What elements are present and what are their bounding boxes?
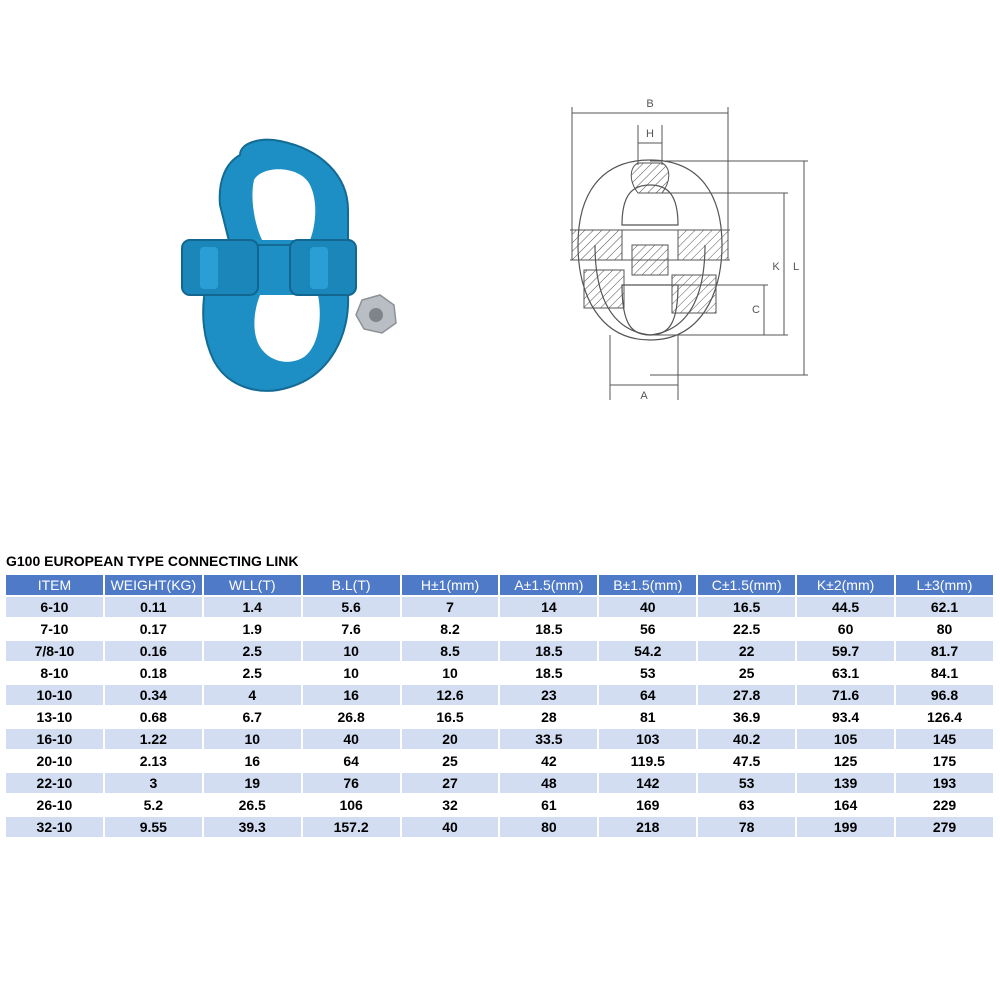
table-cell: 40.2 bbox=[698, 729, 795, 749]
table-header-row bbox=[6, 575, 993, 595]
table-cell: 28 bbox=[500, 707, 597, 727]
table-cell: 26.5 bbox=[204, 795, 301, 815]
table-cell: 5.2 bbox=[105, 795, 202, 815]
table-cell: 6.7 bbox=[204, 707, 301, 727]
table-cell: 93.4 bbox=[797, 707, 894, 727]
table-cell: 63 bbox=[698, 795, 795, 815]
table-cell: 16-10 bbox=[6, 729, 103, 749]
table-cell: 39.3 bbox=[204, 817, 301, 837]
table-cell: 8.5 bbox=[402, 641, 499, 661]
table-cell: 27 bbox=[402, 773, 499, 793]
table-cell: 2.13 bbox=[105, 751, 202, 771]
table-cell: 0.16 bbox=[105, 641, 202, 661]
table-cell: 0.34 bbox=[105, 685, 202, 705]
table-cell: 142 bbox=[599, 773, 696, 793]
table-cell: 27.8 bbox=[698, 685, 795, 705]
table-cell: 145 bbox=[896, 729, 993, 749]
table-cell: 10 bbox=[402, 663, 499, 683]
column-header: K±2(mm) bbox=[797, 575, 894, 595]
column-header: L±3(mm) bbox=[896, 575, 993, 595]
table-row bbox=[6, 817, 993, 837]
table-cell: 16 bbox=[204, 751, 301, 771]
table-row bbox=[6, 663, 993, 683]
table-cell: 60 bbox=[797, 619, 894, 639]
dim-a-label: A bbox=[640, 390, 648, 402]
table-cell: 16.5 bbox=[402, 707, 499, 727]
table-cell: 62.1 bbox=[896, 597, 993, 617]
table-cell: 53 bbox=[698, 773, 795, 793]
column-header: A±1.5(mm) bbox=[500, 575, 597, 595]
table-cell: 5.6 bbox=[303, 597, 400, 617]
table-cell: 63.1 bbox=[797, 663, 894, 683]
table-row bbox=[6, 751, 993, 771]
table-cell: 40 bbox=[402, 817, 499, 837]
table-cell: 126.4 bbox=[896, 707, 993, 727]
table-cell: 1.4 bbox=[204, 597, 301, 617]
table-cell: 10 bbox=[204, 729, 301, 749]
dimension-drawing bbox=[560, 85, 830, 415]
table-cell: 10 bbox=[303, 663, 400, 683]
column-header: ITEM bbox=[6, 575, 103, 595]
table-cell: 6-10 bbox=[6, 597, 103, 617]
table-cell: 125 bbox=[797, 751, 894, 771]
table-row bbox=[6, 619, 993, 639]
table-cell: 48 bbox=[500, 773, 597, 793]
table-cell: 71.6 bbox=[797, 685, 894, 705]
table-cell: 157.2 bbox=[303, 817, 400, 837]
table-cell: 16 bbox=[303, 685, 400, 705]
table-cell: 32 bbox=[402, 795, 499, 815]
table-cell: 20-10 bbox=[6, 751, 103, 771]
table-cell: 218 bbox=[599, 817, 696, 837]
table-body bbox=[6, 597, 993, 837]
table-cell: 36.9 bbox=[698, 707, 795, 727]
table-cell: 44.5 bbox=[797, 597, 894, 617]
table-cell: 96.8 bbox=[896, 685, 993, 705]
dim-b-label: B bbox=[646, 98, 654, 110]
table-cell: 7/8-10 bbox=[6, 641, 103, 661]
table-cell: 4 bbox=[204, 685, 301, 705]
table-cell: 18.5 bbox=[500, 663, 597, 683]
table-cell: 59.7 bbox=[797, 641, 894, 661]
connecting-link-photo bbox=[170, 135, 410, 405]
table-cell: 40 bbox=[599, 597, 696, 617]
table-cell: 229 bbox=[896, 795, 993, 815]
column-header: WEIGHT(KG) bbox=[105, 575, 202, 595]
table-cell: 13-10 bbox=[6, 707, 103, 727]
table-cell: 9.55 bbox=[105, 817, 202, 837]
table-cell: 2.5 bbox=[204, 641, 301, 661]
table-cell: 164 bbox=[797, 795, 894, 815]
dim-c-label: C bbox=[752, 304, 760, 316]
table-cell: 47.5 bbox=[698, 751, 795, 771]
table-cell: 22-10 bbox=[6, 773, 103, 793]
table-cell: 119.5 bbox=[599, 751, 696, 771]
table-cell: 53 bbox=[599, 663, 696, 683]
table-cell: 1.9 bbox=[204, 619, 301, 639]
table-cell: 0.68 bbox=[105, 707, 202, 727]
table-cell: 19 bbox=[204, 773, 301, 793]
table-cell: 7-10 bbox=[6, 619, 103, 639]
dim-l-label: L bbox=[792, 261, 800, 273]
table-cell: 106 bbox=[303, 795, 400, 815]
table-cell: 26.8 bbox=[303, 707, 400, 727]
table-cell: 10-10 bbox=[6, 685, 103, 705]
table-cell: 84.1 bbox=[896, 663, 993, 683]
table-cell: 0.17 bbox=[105, 619, 202, 639]
spec-table bbox=[4, 573, 995, 839]
table-cell: 7 bbox=[402, 597, 499, 617]
dim-k-label: K bbox=[772, 261, 780, 273]
table-cell: 16.5 bbox=[698, 597, 795, 617]
table-cell: 279 bbox=[896, 817, 993, 837]
table-cell: 25 bbox=[698, 663, 795, 683]
table-cell: 7.6 bbox=[303, 619, 400, 639]
table-cell: 10 bbox=[303, 641, 400, 661]
table-row bbox=[6, 597, 993, 617]
table-cell: 64 bbox=[599, 685, 696, 705]
column-header: C±1.5(mm) bbox=[698, 575, 795, 595]
table-cell: 193 bbox=[896, 773, 993, 793]
table-row bbox=[6, 773, 993, 793]
table-cell: 199 bbox=[797, 817, 894, 837]
table-cell: 14 bbox=[500, 597, 597, 617]
table-cell: 139 bbox=[797, 773, 894, 793]
table-cell: 8.2 bbox=[402, 619, 499, 639]
table-cell: 1.22 bbox=[105, 729, 202, 749]
table-cell: 32-10 bbox=[6, 817, 103, 837]
column-header: B.L(T) bbox=[303, 575, 400, 595]
table-cell: 12.6 bbox=[402, 685, 499, 705]
table-cell: 3 bbox=[105, 773, 202, 793]
table-cell: 169 bbox=[599, 795, 696, 815]
nut-icon bbox=[356, 295, 396, 333]
table-cell: 0.18 bbox=[105, 663, 202, 683]
table-row bbox=[6, 641, 993, 661]
table-cell: 22 bbox=[698, 641, 795, 661]
table-title: G100 EUROPEAN TYPE CONNECTING LINK bbox=[6, 553, 299, 569]
table-cell: 78 bbox=[698, 817, 795, 837]
table-cell: 81.7 bbox=[896, 641, 993, 661]
table-cell: 20 bbox=[402, 729, 499, 749]
dim-h-label: H bbox=[646, 128, 654, 140]
table-cell: 2.5 bbox=[204, 663, 301, 683]
link-body bbox=[182, 140, 356, 391]
table-cell: 80 bbox=[896, 619, 993, 639]
table-cell: 175 bbox=[896, 751, 993, 771]
table-cell: 0.11 bbox=[105, 597, 202, 617]
column-header: B±1.5(mm) bbox=[599, 575, 696, 595]
table-cell: 18.5 bbox=[500, 619, 597, 639]
table-cell: 64 bbox=[303, 751, 400, 771]
table-row bbox=[6, 685, 993, 705]
table-cell: 33.5 bbox=[500, 729, 597, 749]
table-row bbox=[6, 707, 993, 727]
table-cell: 105 bbox=[797, 729, 894, 749]
table-cell: 81 bbox=[599, 707, 696, 727]
table-cell: 18.5 bbox=[500, 641, 597, 661]
table-cell: 25 bbox=[402, 751, 499, 771]
table-cell: 42 bbox=[500, 751, 597, 771]
table-cell: 23 bbox=[500, 685, 597, 705]
table-cell: 56 bbox=[599, 619, 696, 639]
table-cell: 22.5 bbox=[698, 619, 795, 639]
table-cell: 61 bbox=[500, 795, 597, 815]
column-header: H±1(mm) bbox=[402, 575, 499, 595]
table-cell: 8-10 bbox=[6, 663, 103, 683]
table-row bbox=[6, 795, 993, 815]
table-cell: 54.2 bbox=[599, 641, 696, 661]
table-cell: 103 bbox=[599, 729, 696, 749]
table-cell: 40 bbox=[303, 729, 400, 749]
table-cell: 76 bbox=[303, 773, 400, 793]
table-row bbox=[6, 729, 993, 749]
table-cell: 80 bbox=[500, 817, 597, 837]
table-cell: 26-10 bbox=[6, 795, 103, 815]
column-header: WLL(T) bbox=[204, 575, 301, 595]
